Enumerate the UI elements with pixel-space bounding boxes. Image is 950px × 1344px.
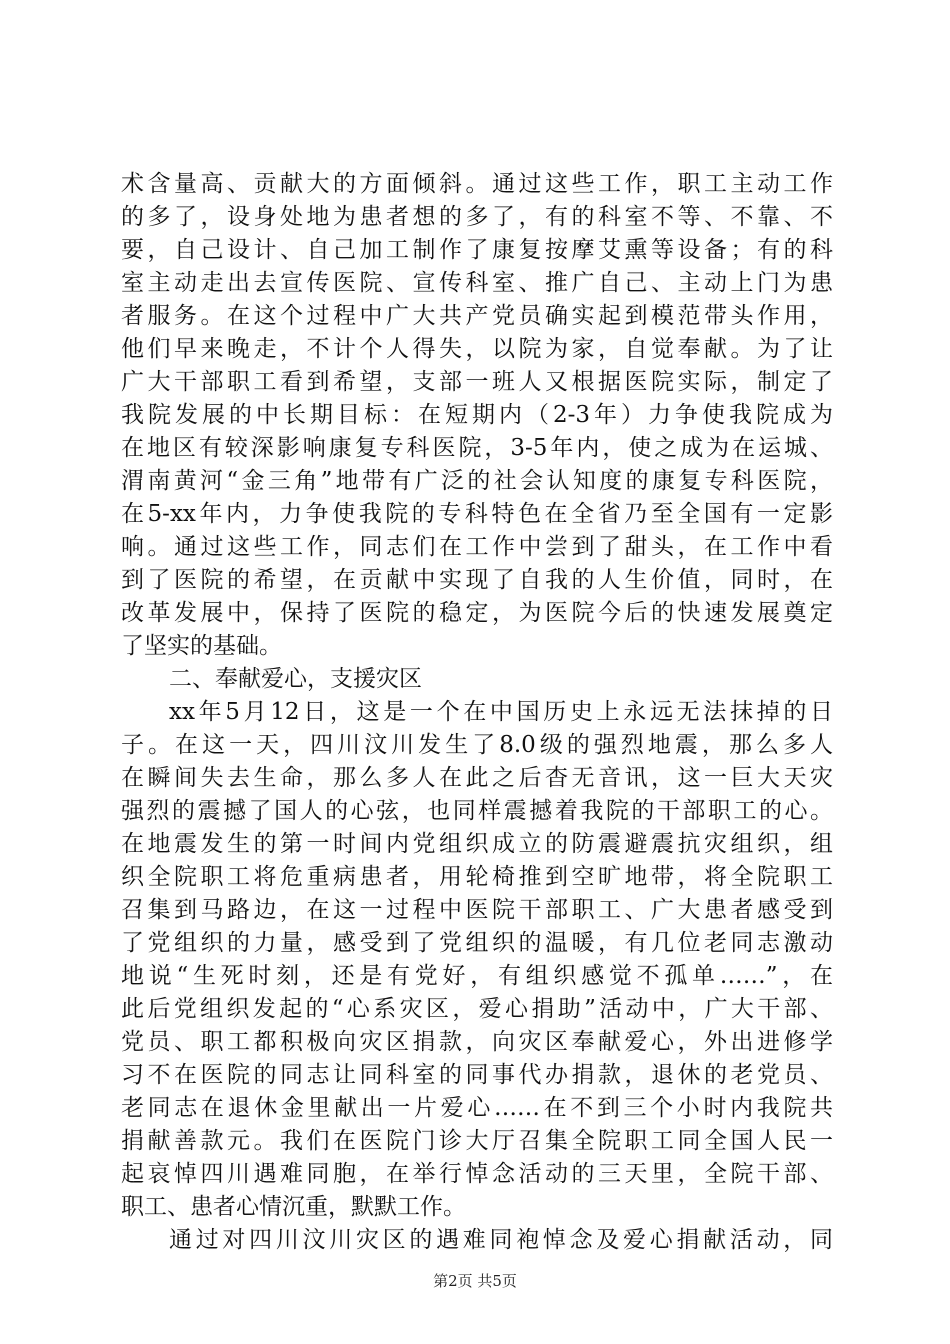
page-number-footer: 第2页 共5页 [433,1272,517,1290]
text-line: 了坚实的基础。 [121,633,282,659]
text-line: 召集到马路边，在这一过程中医院干部职工、广大患者感受到 [121,897,833,923]
document-body [121,168,833,1257]
text-line: 室主动走出去宣传医院、宣传科室、推广自己、主动上门为患 [121,270,833,296]
text-line: 捐献善款元。我们在医院门诊大厅召集全院职工同全国人民一 [121,1128,833,1154]
text-line: 习不在医院的同志让同科室的同事代办捐款，退休的老党员、 [121,1062,833,1088]
text-line: 在瞬间失去生命，那么多人在此之后杳无音讯，这一巨大天灾 [121,765,833,791]
text-line: 此后党组织发起的“心系灾区，爱心捐助”活动中，广大干部、 [121,996,833,1022]
text-line: xx年5月12日，这是一个在中国历史上永远无法抹掉的日 [169,699,833,725]
text-line: 子。在这一天，四川汶川发生了8.0级的强烈地震，那么多人 [121,732,833,758]
text-line: 者服务。在这个过程中广大共产党员确实起到模范带头作用， [121,303,833,329]
text-line: 织全院职工将危重病患者，用轮椅推到空旷地带，将全院职工 [121,864,833,890]
text-line: 要，自己设计、自己加工制作了康复按摩艾熏等设备；有的科 [121,237,833,263]
text-line: 了党组织的力量，感受到了党组织的温暖，有几位老同志激动 [121,930,833,956]
text-line: 地说“生死时刻，还是有党好，有组织感觉不孤单……”，在 [121,963,833,989]
text-line: 在地区有较深影响康复专科医院，3-5年内，使之成为在运城、 [121,435,833,461]
text-line: 我院发展的中长期目标：在短期内（2-3年）力争使我院成为 [121,402,833,428]
text-line: 到了医院的希望，在贡献中实现了自我的人生价值，同时，在 [121,567,833,593]
text-line: 职工、患者心情沉重，默默工作。 [121,1194,466,1220]
text-line: 在地震发生的第一时间内党组织成立的防震避震抗灾组织，组 [121,831,833,857]
text-line: 广大干部职工看到希望，支部一班人又根据医院实际，制定了 [121,369,833,395]
text-line: 党员、职工都积极向灾区捐款，向灾区奉献爱心，外出进修学 [121,1029,833,1055]
section-heading: 二、奉献爱心，支援灾区 [169,666,422,692]
text-line: 通过对四川汶川灾区的遇难同袍悼念及爱心捐献活动，同 [169,1227,833,1253]
text-line: 强烈的震撼了国人的心弦，也同样震撼着我院的干部职工的心。 [121,798,833,824]
text-line: 渭南黄河“金三角”地带有广泛的社会认知度的康复专科医院， [121,468,833,494]
text-line: 他们早来晚走，不计个人得失，以院为家，自觉奉献。为了让 [121,336,833,362]
text-line: 术含量高、贡献大的方面倾斜。通过这些工作，职工主动工作 [121,171,833,197]
text-line: 老同志在退休金里献出一片爱心……在不到三个小时内我院共 [121,1095,833,1121]
text-line: 改革发展中，保持了医院的稳定，为医院今后的快速发展奠定 [121,600,833,626]
text-line: 起哀悼四川遇难同胞，在举行悼念活动的三天里，全院干部、 [121,1161,833,1187]
text-line: 响。通过这些工作，同志们在工作中尝到了甜头，在工作中看 [121,534,833,560]
text-line: 在5-xx年内，力争使我院的专科特色在全省乃至全国有一定影 [121,501,833,527]
text-line: 的多了，设身处地为患者想的多了，有的科室不等、不靠、不 [121,204,833,230]
